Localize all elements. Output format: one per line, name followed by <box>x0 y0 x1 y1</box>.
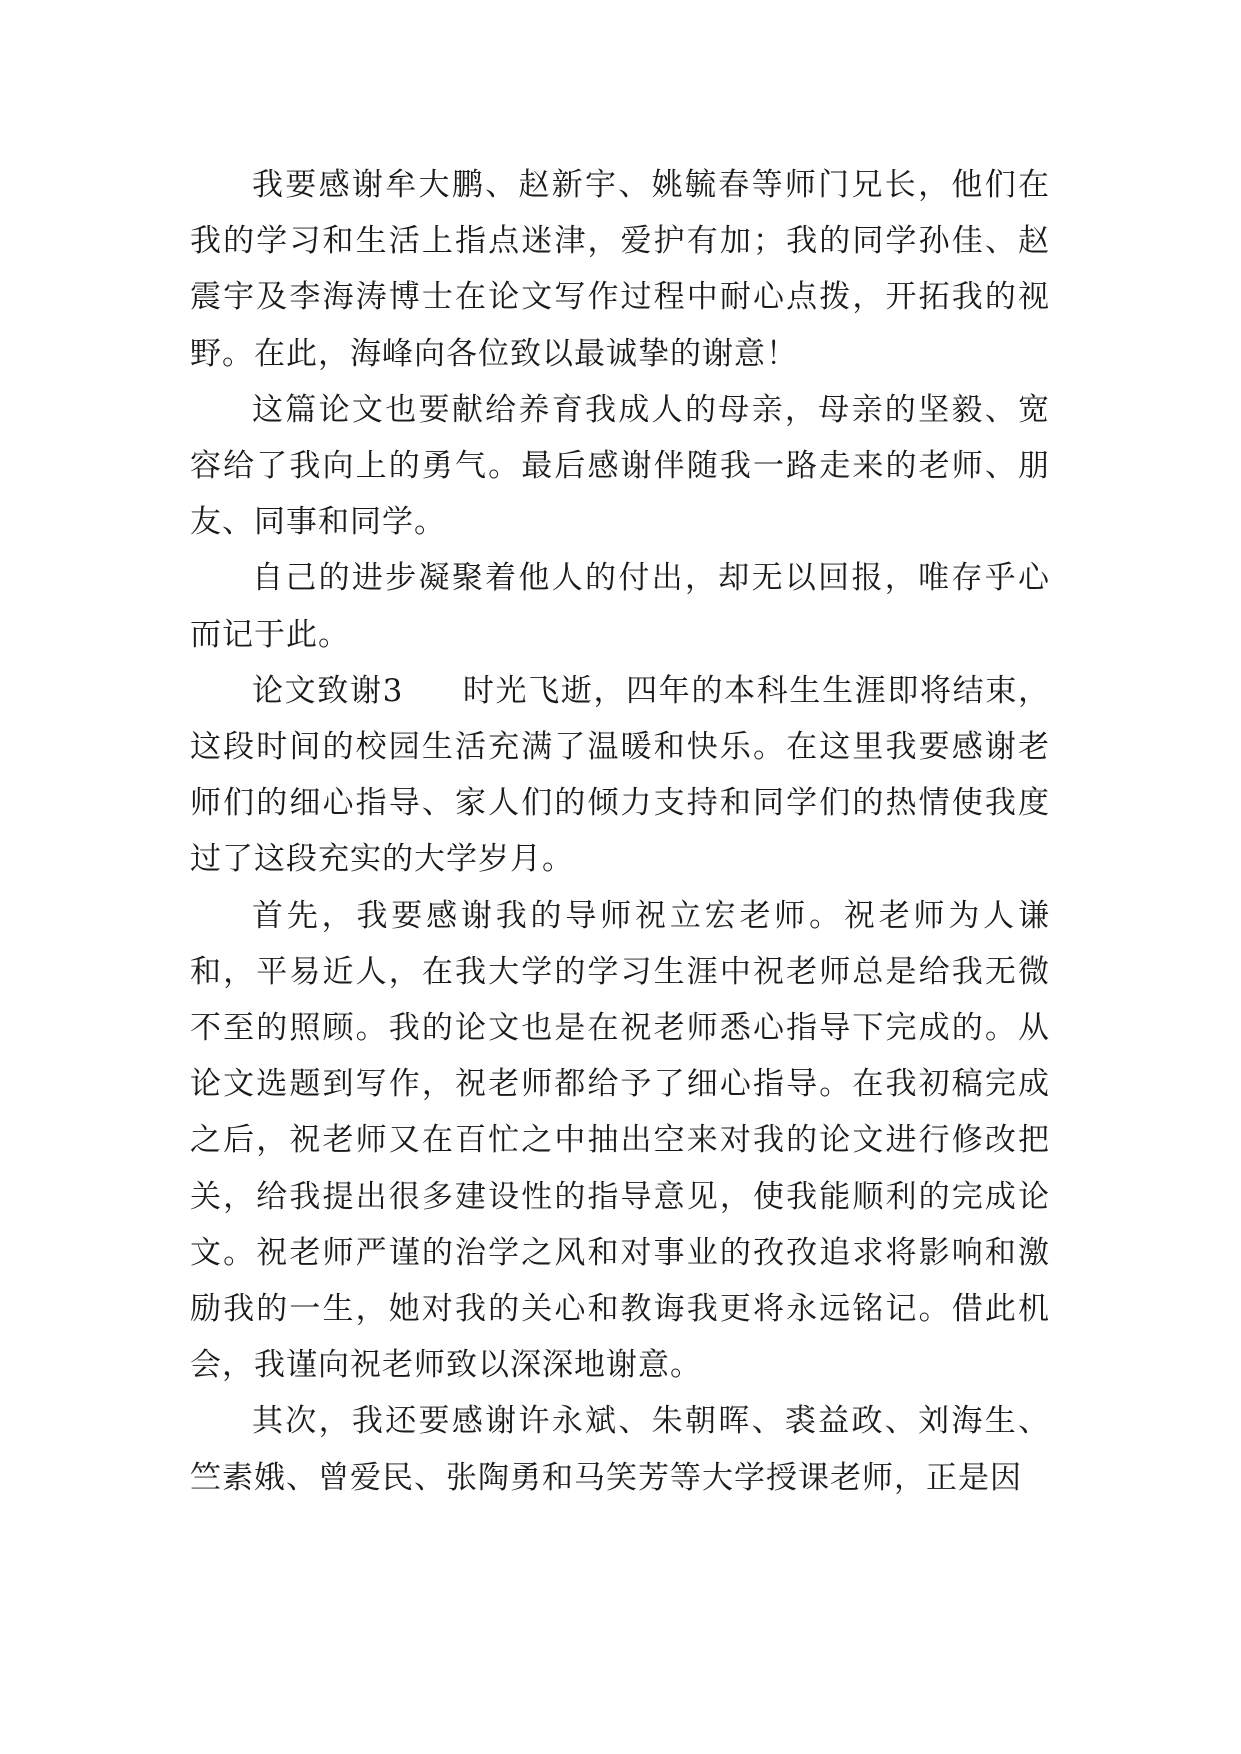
paragraph-thanks-seniors: 我要感谢牟大鹏、赵新宇、姚毓春等师门兄长，他们在我的学习和生活上指点迷津，爱护有加；我的同学孙佳、赵震宇及李海涛博士在论文写作过程中耐心点拨，开拓我的视野。在此，海峰向各位致以最诚挚的谢意！ <box>190 167 1050 372</box>
section-intro-text: 时光飞逝，四年的本科生生涯即将结束，这段时间的校园生活充满了温暖和快乐。在这里我要感谢老师们的细心指导、家人们的倾力支持和同学们的热情使我度过了这段充实的大学岁月。 <box>190 672 1050 878</box>
paragraph-thanks-teachers: 其次，我还要感谢许永斌、朱朝晖、裘益政、刘海生、竺素娥、曾爱民、张陶勇和马笑芳等大学授课老师，正是因 <box>190 1403 1050 1496</box>
document-body <box>190 157 1050 1506</box>
paragraph-acknowledgement-3 <box>190 663 1050 888</box>
paragraph-thanks-advisor: 首先，我要感谢我的导师祝立宏老师。祝老师为人谦和，平易近人，在我大学的学习生涯中祝老师总是给我无微不至的照顾。我的论文也是在祝老师悉心指导下完成的。从论文选题到写作，祝老师都给予了细心指导。在我初稿完成之后，祝老师又在百忙之中抽出空来对我的论文进行修改把关，给我提出很多建设性的指导意见，使我能顺利的完成论文。祝老师严谨的治学之风和对事业的孜孜追求将影响和激励我的一生，她对我的关心和教诲我更将永远铭记。借此机会，我谨向祝老师致以深深地谢意。 <box>190 897 1050 1384</box>
section-title: 论文致谢3 <box>252 672 404 709</box>
paragraph-thanks-mother: 这篇论文也要献给养育我成人的母亲，母亲的坚毅、宽容给了我向上的勇气。最后感谢伴随我一路走来的老师、朋友、同事和同学。 <box>190 391 1050 541</box>
paragraph-closing-reflection: 自己的进步凝聚着他人的付出，却无以回报，唯存乎心而记于此。 <box>190 560 1050 653</box>
